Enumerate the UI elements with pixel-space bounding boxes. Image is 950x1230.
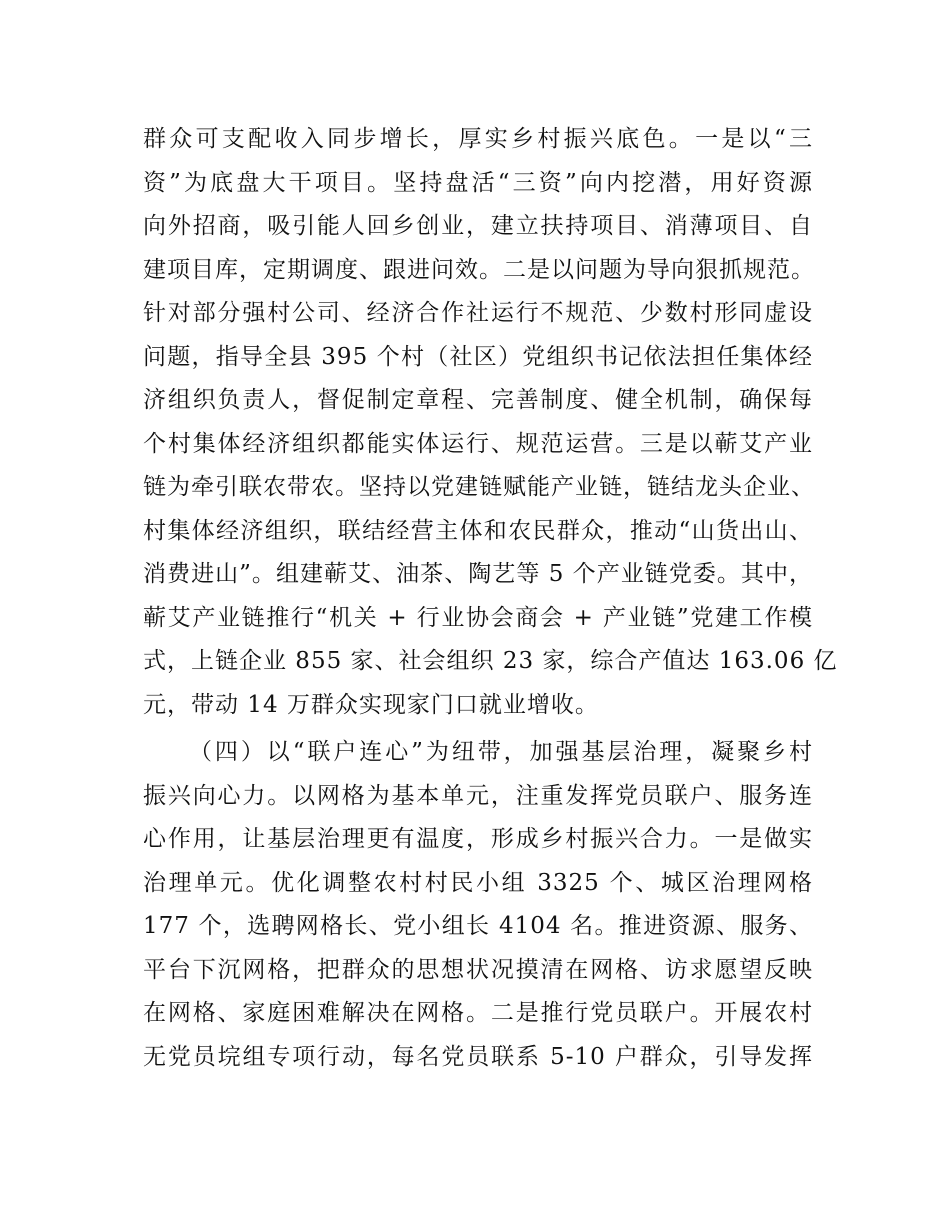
text-line: 177 个，选聘网格长、党小组长 4104 名。推进资源、服务、: [143, 913, 813, 939]
text-line: 无党员垸组专项行动，每名党员联系 5-10 户群众，引导发挥: [143, 1043, 813, 1070]
paragraph-2: [143, 731, 813, 1079]
text-line: 建项目库，定期调度、跟进问效。二是以问题为导向狠抓规范。: [143, 256, 815, 283]
text-line: 针对部分强村公司、经济合作社运行不规范、少数村形同虚设: [143, 300, 813, 326]
text-line: 链为牵引联农带农。坚持以党建链赋能产业链，链结龙头企业、: [143, 474, 815, 500]
text-line: 在网格、家庭困难解决在网格。二是推行党员联户。开展农村: [143, 1000, 813, 1026]
text-line: 群众可支配收入同步增长，厚实乡村振兴底色。一是以“三: [143, 126, 813, 152]
text-line: 振兴向心力。以网格为基本单元，注重发挥党员联户、服务连: [143, 782, 813, 809]
text-line: 向外招商，吸引能人回乡创业，建立扶持项目、消薄项目、自: [143, 213, 813, 239]
text-line: 资”为底盘大干项目。坚持盘活“三资”向内挖潜，用好资源: [143, 169, 813, 196]
text-line: 元，带动 14 万群众实现家门口就业增收。: [143, 691, 599, 718]
text-line: 治理单元。优化调整农村村民小组 3325 个、城区治理网格: [143, 869, 813, 896]
text-line: 村集体经济组织，联结经营主体和农民群众，推动“山货出山、: [143, 517, 813, 544]
document-body: [143, 118, 838, 1079]
paragraph-1: [143, 118, 838, 727]
text-line: 消费进山”。组建蕲艾、油茶、陶艺等 5 个产业链党委。其中，: [143, 561, 813, 587]
text-line: 式，上链企业 855 家、社会组织 23 家，综合产值达 163.06 亿: [143, 648, 838, 674]
text-line: 心作用，让基层治理更有温度，形成乡村振兴合力。一是做实: [143, 826, 813, 852]
text-line: 济组织负责人，督促制定章程、完善制度、健全机制，确保每: [143, 387, 813, 413]
text-line: 平台下沉网格，把群众的思想状况摸清在网格、访求愿望反映: [143, 956, 813, 983]
text-line: 问题，指导全县 395 个村（社区）党组织书记依法担任集体经: [143, 343, 813, 370]
text-line: 蕲艾产业链推行“机关 + 行业协会商会 + 产业链”党建工作模: [143, 604, 813, 631]
text-line: 个村集体经济组织都能实体运行、规范运营。三是以蕲艾产业: [143, 430, 813, 457]
text-line: （四）以“联户连心”为纽带，加强基层治理，凝聚乡村: [189, 739, 813, 765]
